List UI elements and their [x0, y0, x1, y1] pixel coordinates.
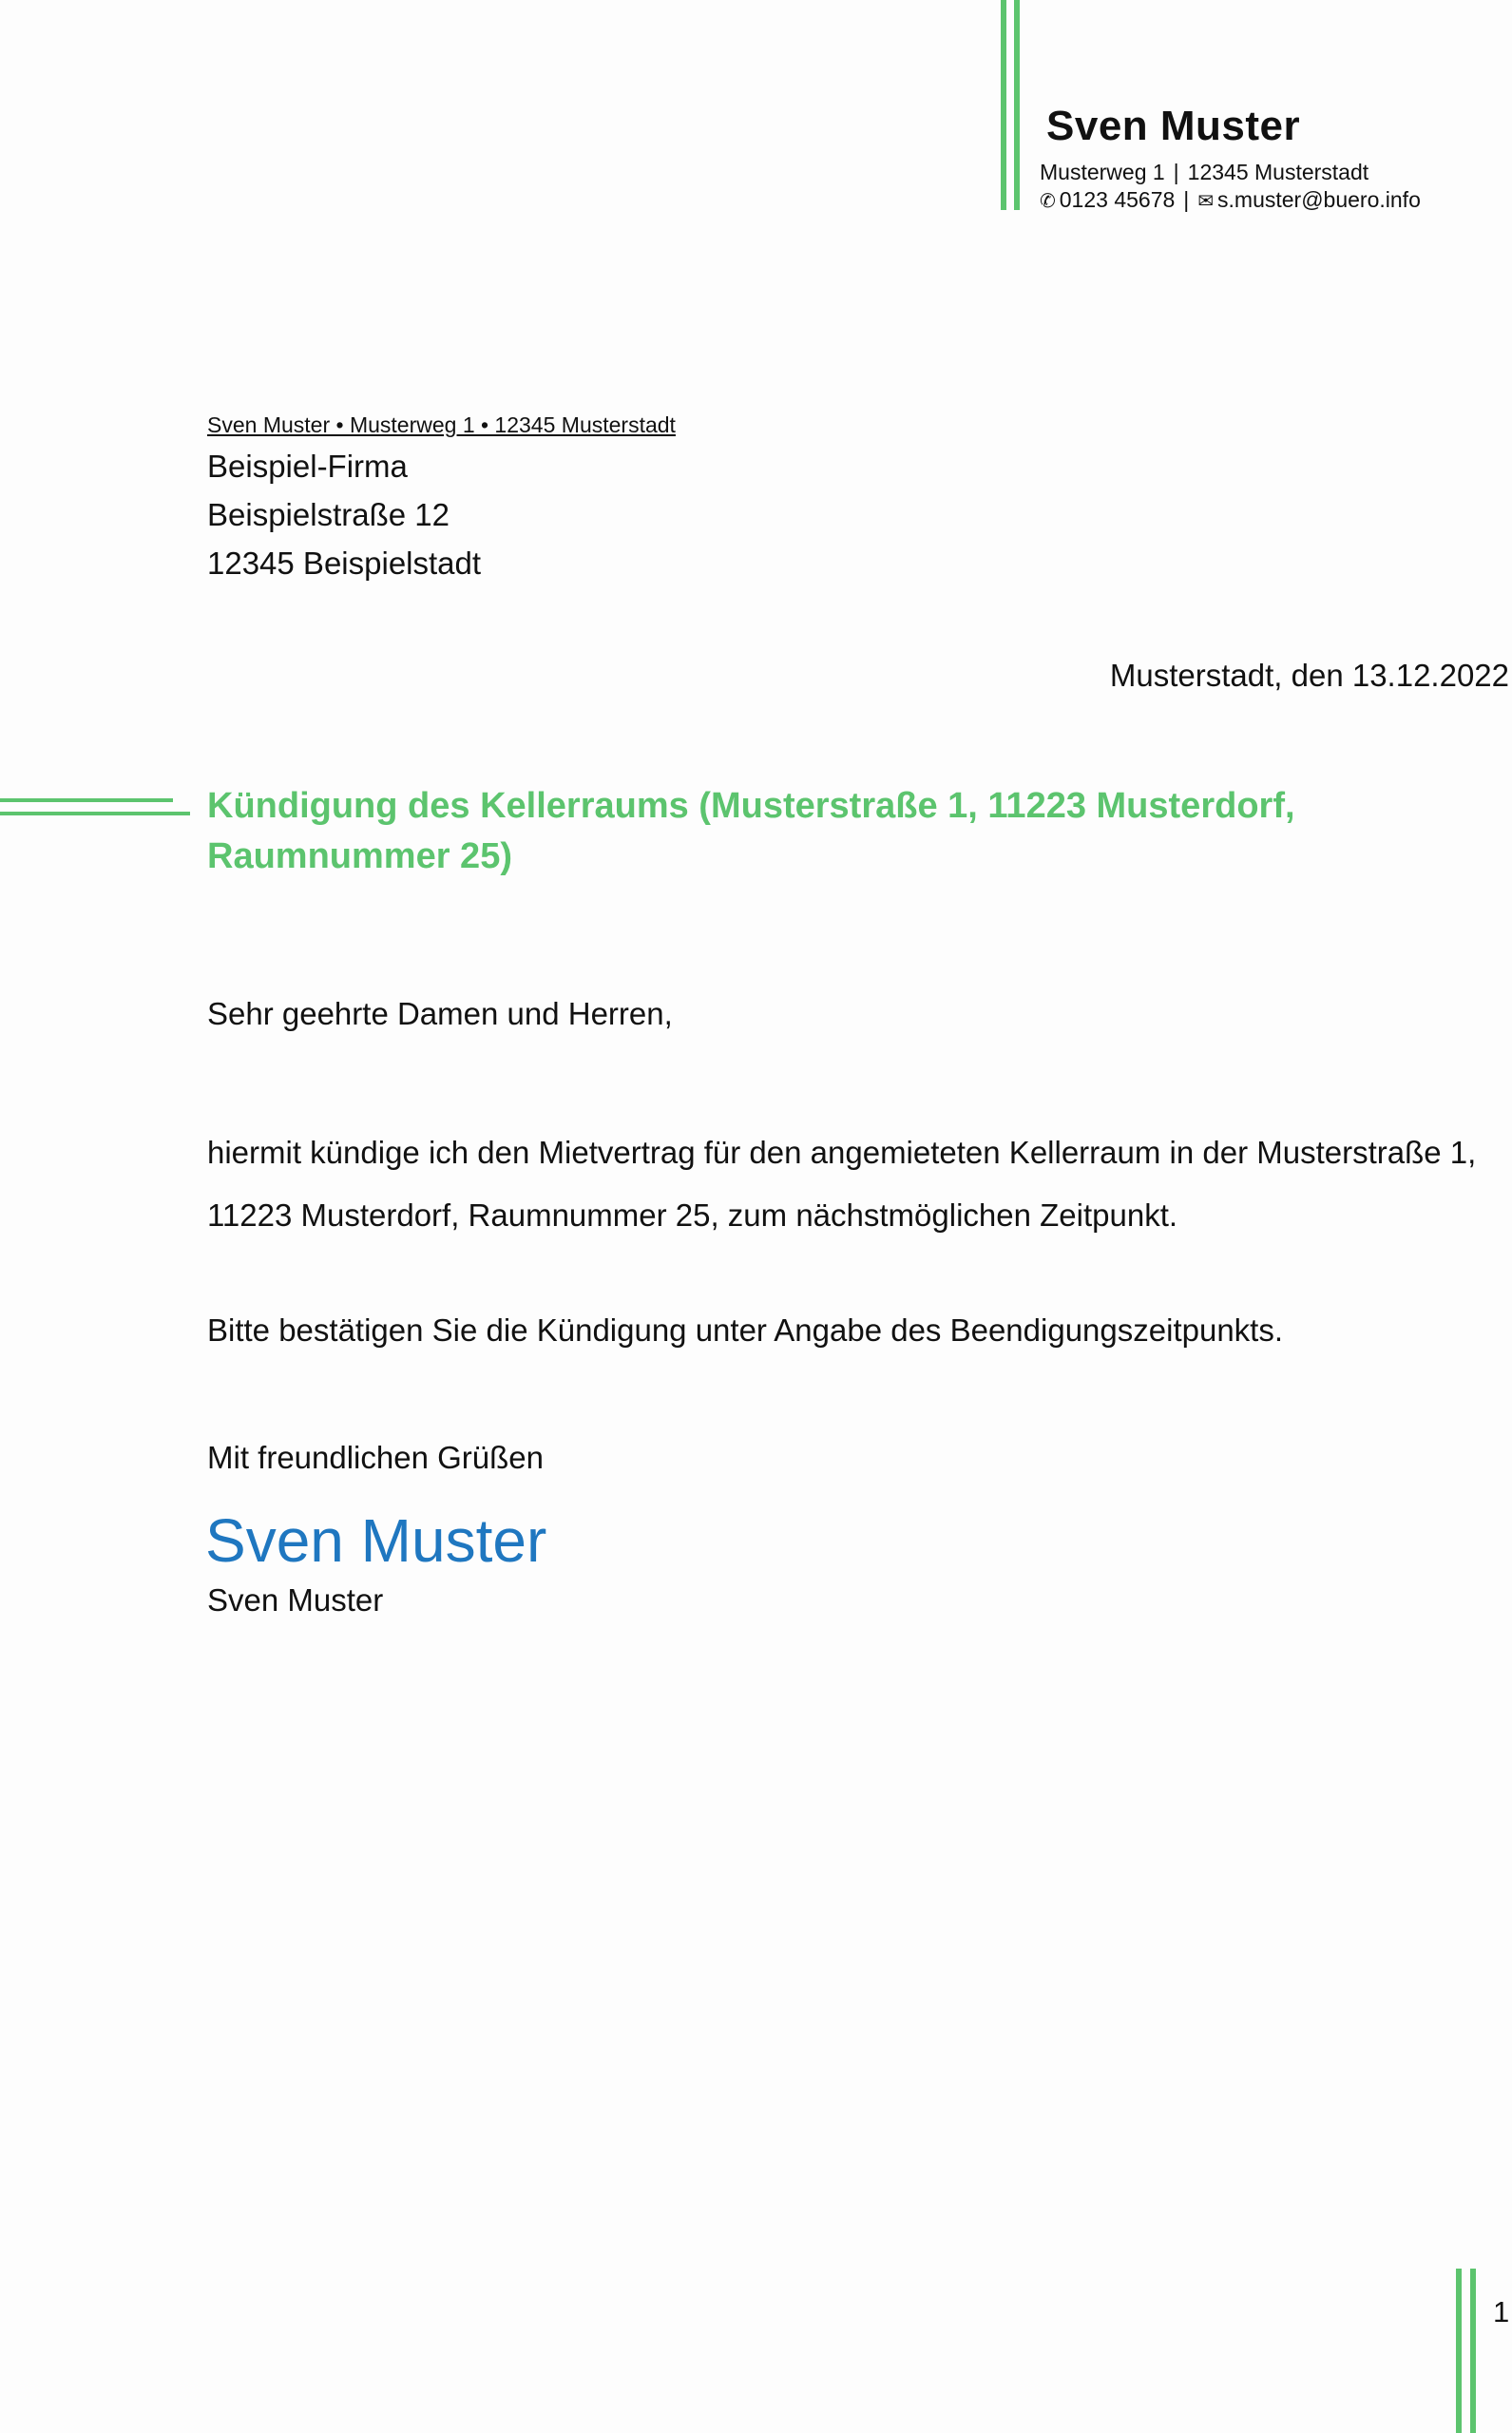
envelope-icon: ✉ [1197, 191, 1215, 212]
handwritten-signature: Sven Muster [205, 1506, 547, 1575]
sender-return-address: Sven Muster • Musterweg 1 • 12345 Musterstadt [207, 412, 676, 437]
header-separator: | [1183, 187, 1190, 212]
letter-subject: Kündigung des Kellerraums (Musterstraße 1, 11223 Musterdorf, Raumnummer 25) [207, 786, 1295, 876]
header-email[interactable]: s.muster@buero.info [1217, 187, 1421, 212]
header-street: Musterweg 1 [1040, 160, 1165, 184]
header-phone: 0123 45678 [1059, 187, 1176, 212]
footer-accent-bar [1456, 2269, 1462, 2433]
header-contact [1040, 187, 1421, 213]
subject-accent-line [0, 812, 190, 815]
header-address [1040, 160, 1368, 185]
header-accent-bar [1014, 0, 1020, 210]
letter-date: Musterstadt, den 13.12.2022 [1109, 658, 1509, 693]
body-paragraph: hiermit kündige ich den Mietvertrag für den angemieteten Kellerraum in der Musterstraße 1, 11223 Musterdorf, Raumnummer 25, zum nächstmöglichen Zeitpunkt. [207, 1135, 1477, 1233]
header-city: 12345 Musterstadt [1187, 160, 1369, 184]
footer-accent-bar [1470, 2269, 1476, 2433]
recipient-street: Beispielstraße 12 [207, 497, 450, 532]
header-accent-bar [1001, 0, 1006, 210]
closing: Mit freundlichen Grüßen [207, 1440, 544, 1475]
salutation: Sehr geehrte Damen und Herren, [207, 996, 673, 1031]
recipient-city: 12345 Beispielstadt [207, 546, 482, 581]
phone-icon: ✆ [1040, 191, 1056, 212]
header-separator: | [1173, 160, 1179, 184]
body-paragraph: Bitte bestätigen Sie die Kündigung unter Angabe des Beendigungszeitpunkts. [207, 1312, 1284, 1348]
page-number: 1 [1493, 2295, 1510, 2328]
header-name: Sven Muster [1046, 103, 1301, 149]
recipient-company: Beispiel-Firma [207, 449, 408, 484]
subject-accent-line [0, 798, 173, 802]
signer-name: Sven Muster [207, 1582, 384, 1618]
